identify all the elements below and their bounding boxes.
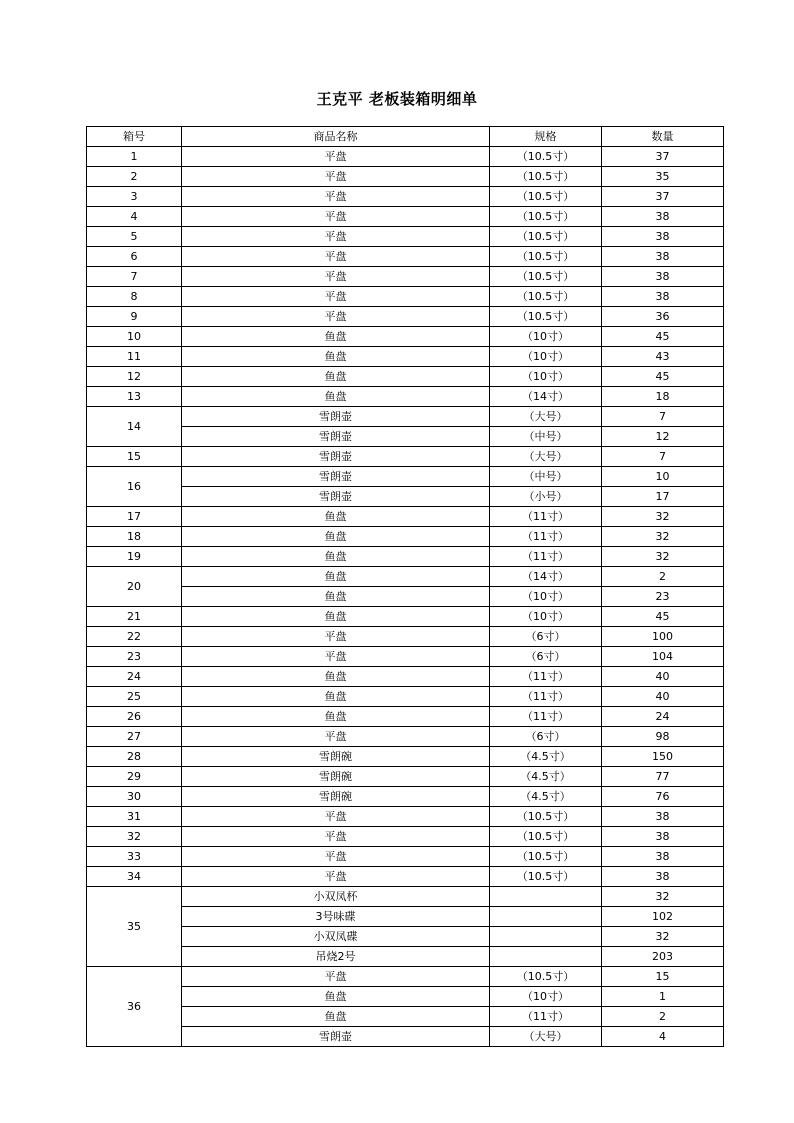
product-name-cell: 雪朗碗 <box>182 787 490 807</box>
quantity-cell: 2 <box>602 567 724 587</box>
quantity-cell: 32 <box>602 887 724 907</box>
box-number-cell: 2 <box>87 167 182 187</box>
product-name-cell: 鱼盘 <box>182 707 490 727</box>
spec-cell: （10.5寸） <box>490 847 602 867</box>
spec-cell: （6寸） <box>490 627 602 647</box>
quantity-cell: 10 <box>602 467 724 487</box>
spec-cell: （4.5寸） <box>490 787 602 807</box>
table-row <box>87 207 724 227</box>
table-row <box>87 1027 724 1047</box>
product-name-cell: 平盘 <box>182 247 490 267</box>
product-name-cell: 鱼盘 <box>182 667 490 687</box>
product-name-cell: 平盘 <box>182 867 490 887</box>
spec-cell: （10.5寸） <box>490 967 602 987</box>
header-quantity: 数量 <box>602 127 724 147</box>
product-name-cell: 雪朗碗 <box>182 767 490 787</box>
product-name-cell: 平盘 <box>182 227 490 247</box>
table-row <box>87 847 724 867</box>
table-row <box>87 667 724 687</box>
quantity-cell: 17 <box>602 487 724 507</box>
spec-cell: （10.5寸） <box>490 827 602 847</box>
box-number-cell: 1 <box>87 147 182 167</box>
product-name-cell: 3号味碟 <box>182 907 490 927</box>
table-row <box>87 807 724 827</box>
product-name-cell: 吊烧2号 <box>182 947 490 967</box>
table-row <box>87 927 724 947</box>
product-name-cell: 平盘 <box>182 187 490 207</box>
product-name-cell: 平盘 <box>182 847 490 867</box>
quantity-cell: 18 <box>602 387 724 407</box>
quantity-cell: 40 <box>602 687 724 707</box>
box-number-cell: 19 <box>87 547 182 567</box>
table-row <box>87 587 724 607</box>
product-name-cell: 雪朗壶 <box>182 1027 490 1047</box>
quantity-cell: 38 <box>602 227 724 247</box>
quantity-cell: 45 <box>602 327 724 347</box>
box-number-cell: 14 <box>87 407 182 447</box>
product-name-cell: 鱼盘 <box>182 387 490 407</box>
product-name-cell: 平盘 <box>182 267 490 287</box>
quantity-cell: 12 <box>602 427 724 447</box>
table-row <box>87 427 724 447</box>
table-row <box>87 247 724 267</box>
quantity-cell: 38 <box>602 287 724 307</box>
box-number-cell: 3 <box>87 187 182 207</box>
box-number-cell: 22 <box>87 627 182 647</box>
quantity-cell: 35 <box>602 167 724 187</box>
product-name-cell: 雪朗壶 <box>182 467 490 487</box>
quantity-cell: 43 <box>602 347 724 367</box>
quantity-cell: 104 <box>602 647 724 667</box>
product-name-cell: 鱼盘 <box>182 587 490 607</box>
quantity-cell: 4 <box>602 1027 724 1047</box>
box-number-cell: 12 <box>87 367 182 387</box>
box-number-cell: 21 <box>87 607 182 627</box>
spec-cell: （10.5寸） <box>490 247 602 267</box>
spec-cell: （11寸） <box>490 1007 602 1027</box>
box-number-cell: 23 <box>87 647 182 667</box>
box-number-cell: 25 <box>87 687 182 707</box>
spec-cell: （11寸） <box>490 667 602 687</box>
header-spec: 规格 <box>490 127 602 147</box>
table-row <box>87 507 724 527</box>
box-number-cell: 17 <box>87 507 182 527</box>
box-number-cell: 27 <box>87 727 182 747</box>
table-row <box>87 487 724 507</box>
product-name-cell: 平盘 <box>182 647 490 667</box>
box-number-cell: 20 <box>87 567 182 607</box>
box-number-cell: 36 <box>87 967 182 1047</box>
spec-cell: （10寸） <box>490 327 602 347</box>
box-number-cell: 16 <box>87 467 182 507</box>
spec-cell: （10.5寸） <box>490 867 602 887</box>
table-row <box>87 907 724 927</box>
quantity-cell: 38 <box>602 847 724 867</box>
quantity-cell: 37 <box>602 147 724 167</box>
table-row <box>87 967 724 987</box>
quantity-cell: 45 <box>602 607 724 627</box>
product-name-cell: 鱼盘 <box>182 687 490 707</box>
product-name-cell: 平盘 <box>182 627 490 647</box>
spec-cell: （6寸） <box>490 647 602 667</box>
spec-cell: （11寸） <box>490 527 602 547</box>
box-number-cell: 8 <box>87 287 182 307</box>
product-name-cell: 雪朗壶 <box>182 487 490 507</box>
table-row <box>87 947 724 967</box>
product-name-cell: 鱼盘 <box>182 607 490 627</box>
product-name-cell: 鱼盘 <box>182 1007 490 1027</box>
quantity-cell: 32 <box>602 507 724 527</box>
spec-cell: （10.5寸） <box>490 167 602 187</box>
table-row <box>87 607 724 627</box>
spec-cell: （中号） <box>490 427 602 447</box>
quantity-cell: 7 <box>602 447 724 467</box>
spec-cell: （11寸） <box>490 687 602 707</box>
quantity-cell: 32 <box>602 547 724 567</box>
quantity-cell: 32 <box>602 927 724 947</box>
header-box-number: 箱号 <box>87 127 182 147</box>
spec-cell <box>490 887 602 907</box>
product-name-cell: 平盘 <box>182 307 490 327</box>
spec-cell: （10寸） <box>490 987 602 1007</box>
spec-cell <box>490 927 602 947</box>
box-number-cell: 35 <box>87 887 182 967</box>
spec-cell: （小号） <box>490 487 602 507</box>
spec-cell: （4.5寸） <box>490 747 602 767</box>
table-row <box>87 307 724 327</box>
spec-cell: （14寸） <box>490 567 602 587</box>
box-number-cell: 4 <box>87 207 182 227</box>
spec-cell: （大号） <box>490 447 602 467</box>
quantity-cell: 45 <box>602 367 724 387</box>
box-number-cell: 5 <box>87 227 182 247</box>
quantity-cell: 203 <box>602 947 724 967</box>
product-name-cell: 平盘 <box>182 167 490 187</box>
spec-cell: （10.5寸） <box>490 287 602 307</box>
quantity-cell: 38 <box>602 247 724 267</box>
header-product-name: 商品名称 <box>182 127 490 147</box>
table-row <box>87 367 724 387</box>
spec-cell: （10.5寸） <box>490 267 602 287</box>
spec-cell: （大号） <box>490 1027 602 1047</box>
spec-cell: （11寸） <box>490 547 602 567</box>
spec-cell <box>490 907 602 927</box>
box-number-cell: 28 <box>87 747 182 767</box>
box-number-cell: 29 <box>87 767 182 787</box>
box-number-cell: 32 <box>87 827 182 847</box>
quantity-cell: 24 <box>602 707 724 727</box>
spec-cell: （4.5寸） <box>490 767 602 787</box>
quantity-cell: 7 <box>602 407 724 427</box>
spec-cell: （10寸） <box>490 347 602 367</box>
box-number-cell: 18 <box>87 527 182 547</box>
table-row <box>87 147 724 167</box>
quantity-cell: 15 <box>602 967 724 987</box>
table-row <box>87 567 724 587</box>
spec-cell: （中号） <box>490 467 602 487</box>
product-name-cell: 雪朗壶 <box>182 447 490 467</box>
table-row <box>87 467 724 487</box>
spec-cell: （11寸） <box>490 507 602 527</box>
spec-cell: （10.5寸） <box>490 187 602 207</box>
spec-cell: （11寸） <box>490 707 602 727</box>
quantity-cell: 38 <box>602 827 724 847</box>
spec-cell: （大号） <box>490 407 602 427</box>
table-row <box>87 727 724 747</box>
product-name-cell: 鱼盘 <box>182 567 490 587</box>
quantity-cell: 102 <box>602 907 724 927</box>
document-title: 王克平 老板装箱明细单 <box>316 90 478 108</box>
table-row <box>87 987 724 1007</box>
product-name-cell: 平盘 <box>182 147 490 167</box>
table-row <box>87 1007 724 1027</box>
product-name-cell: 平盘 <box>182 807 490 827</box>
product-name-cell: 平盘 <box>182 827 490 847</box>
spec-cell: （10寸） <box>490 607 602 627</box>
box-number-cell: 15 <box>87 447 182 467</box>
product-name-cell: 平盘 <box>182 287 490 307</box>
box-number-cell: 9 <box>87 307 182 327</box>
box-number-cell: 33 <box>87 847 182 867</box>
product-name-cell: 鱼盘 <box>182 507 490 527</box>
spec-cell: （10寸） <box>490 587 602 607</box>
quantity-cell: 38 <box>602 867 724 887</box>
table-row <box>87 287 724 307</box>
product-name-cell: 平盘 <box>182 727 490 747</box>
table-row <box>87 647 724 667</box>
product-name-cell: 雪朗壶 <box>182 427 490 447</box>
product-name-cell: 鱼盘 <box>182 987 490 1007</box>
quantity-cell: 77 <box>602 767 724 787</box>
product-name-cell: 鱼盘 <box>182 367 490 387</box>
table-row <box>87 867 724 887</box>
quantity-cell: 2 <box>602 1007 724 1027</box>
spec-cell: （10.5寸） <box>490 307 602 327</box>
quantity-cell: 1 <box>602 987 724 1007</box>
table-row <box>87 187 724 207</box>
table-row <box>87 827 724 847</box>
table-row <box>87 387 724 407</box>
box-number-cell: 13 <box>87 387 182 407</box>
table-row <box>87 347 724 367</box>
box-number-cell: 6 <box>87 247 182 267</box>
product-name-cell: 平盘 <box>182 207 490 227</box>
spec-cell: （10.5寸） <box>490 207 602 227</box>
table-body <box>87 147 724 1047</box>
table-row <box>87 407 724 427</box>
spec-cell: （10寸） <box>490 367 602 387</box>
product-name-cell: 小双凤杯 <box>182 887 490 907</box>
product-name-cell: 鱼盘 <box>182 547 490 567</box>
product-name-cell: 鱼盘 <box>182 327 490 347</box>
quantity-cell: 38 <box>602 267 724 287</box>
product-name-cell: 鱼盘 <box>182 347 490 367</box>
spec-cell: （10.5寸） <box>490 147 602 167</box>
quantity-cell: 38 <box>602 807 724 827</box>
table-row <box>87 547 724 567</box>
quantity-cell: 100 <box>602 627 724 647</box>
quantity-cell: 32 <box>602 527 724 547</box>
table-row <box>87 447 724 467</box>
product-name-cell: 平盘 <box>182 967 490 987</box>
table-row <box>87 767 724 787</box>
packing-list-table <box>86 126 724 1047</box>
box-number-cell: 11 <box>87 347 182 367</box>
quantity-cell: 98 <box>602 727 724 747</box>
table-row <box>87 527 724 547</box>
spec-cell: （10.5寸） <box>490 227 602 247</box>
quantity-cell: 76 <box>602 787 724 807</box>
table-row <box>87 627 724 647</box>
spec-cell: （6寸） <box>490 727 602 747</box>
quantity-cell: 40 <box>602 667 724 687</box>
box-number-cell: 31 <box>87 807 182 827</box>
box-number-cell: 24 <box>87 667 182 687</box>
box-number-cell: 26 <box>87 707 182 727</box>
table-row <box>87 687 724 707</box>
header-row <box>87 127 724 147</box>
product-name-cell: 雪朗碗 <box>182 747 490 767</box>
table-row <box>87 787 724 807</box>
box-number-cell: 10 <box>87 327 182 347</box>
table-row <box>87 167 724 187</box>
quantity-cell: 38 <box>602 207 724 227</box>
table-row <box>87 887 724 907</box>
quantity-cell: 150 <box>602 747 724 767</box>
box-number-cell: 34 <box>87 867 182 887</box>
quantity-cell: 37 <box>602 187 724 207</box>
product-name-cell: 小双凤碟 <box>182 927 490 947</box>
spec-cell: （14寸） <box>490 387 602 407</box>
table-row <box>87 707 724 727</box>
table-row <box>87 227 724 247</box>
spec-cell <box>490 947 602 967</box>
spec-cell: （10.5寸） <box>490 807 602 827</box>
quantity-cell: 36 <box>602 307 724 327</box>
quantity-cell: 23 <box>602 587 724 607</box>
box-number-cell: 30 <box>87 787 182 807</box>
table-row <box>87 327 724 347</box>
product-name-cell: 雪朗壶 <box>182 407 490 427</box>
product-name-cell: 鱼盘 <box>182 527 490 547</box>
table-row <box>87 267 724 287</box>
box-number-cell: 7 <box>87 267 182 287</box>
table-row <box>87 747 724 767</box>
